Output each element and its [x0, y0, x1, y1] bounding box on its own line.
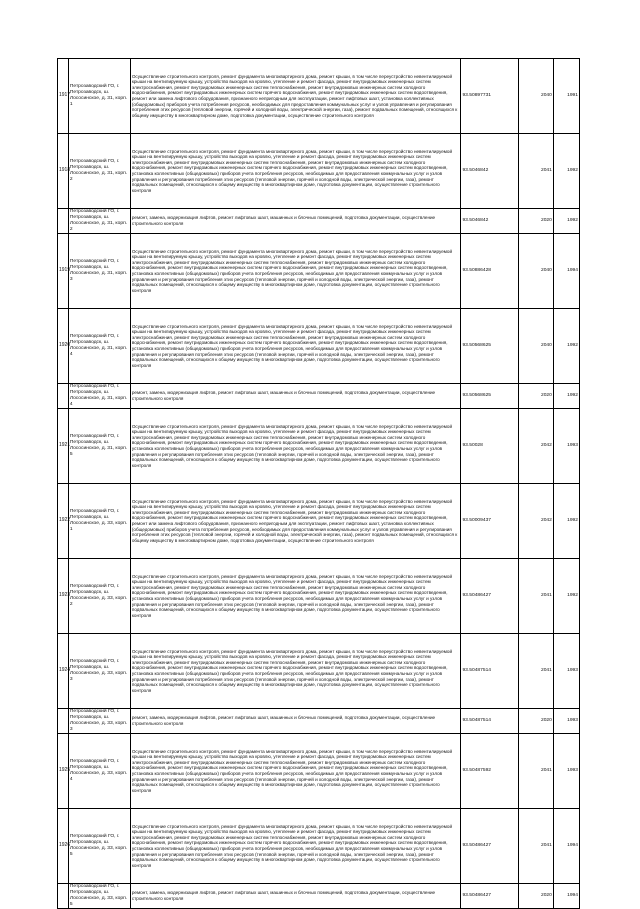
- table-row: [58, 484, 580, 559]
- row-number: 1925: [58, 734, 69, 809]
- built-year-cell: 1993: [553, 709, 579, 734]
- planned-year-cell: 2042: [519, 409, 554, 484]
- table-row: [58, 734, 580, 809]
- planned-year-cell: 2041: [519, 634, 554, 709]
- table-row: [58, 809, 580, 884]
- address-cell: Петрозаводский ГО, г. Петрозаводск, ш. Лососинское, д. 31, корп. 5: [68, 409, 130, 484]
- table-row: [58, 234, 580, 309]
- code-cell: 93.50487592: [461, 734, 519, 809]
- address-cell: Петрозаводский ГО, г. Петрозаводск, ш. Лососинское, д. 33, корп. 5: [68, 884, 130, 909]
- code-cell: 93.50886428: [461, 234, 519, 309]
- row-number: [58, 709, 69, 734]
- planned-year-cell: 2042: [519, 484, 554, 559]
- works-cell: Осуществление строительного контроля, ремонт фундамента многоквартирного дома, ремонт крыши, в том числе переустройство невентилируемой крыши на вентилируемую крышу, устройство выходов на кровлю, утепление и ремонт фасада, ремонт внутридомовых инженерных систем электроснабжения, ремонт внутридомовых инженерных систем теплоснабжения, ремонт внутридомовых инженерных систем холодного водоснабжения, ремонт внутридомовых инженерных систем горячего водоснабжения, ремонт внутридомовых инженерных систем водоотведения, установка коллективных (общедомовых) приборов учета потребления ресурсов, необходимых для предоставления коммунальных услуг и узлов управления и регулирования потребления этих ресурсов (тепловой энергии, горячей и холодной воды, электрической энергии, газа), ремонт подвальных помещений, относящихся к общему имуществу в многоквартирном доме, подготовка документации, осуществление строительного контроля: [130, 634, 461, 709]
- row-number: 1921: [58, 409, 69, 484]
- code-cell: 93.50486427: [461, 809, 519, 884]
- built-year-cell: 1991: [553, 59, 579, 134]
- code-cell: 93.50486427: [461, 884, 519, 909]
- table-row: [58, 309, 580, 384]
- table-row: [58, 709, 580, 734]
- address-cell: Петрозаводский ГО, г. Петрозаводск, ш. Лососинское, д. 33, корп. 5: [68, 809, 130, 884]
- code-cell: 93.50487514: [461, 709, 519, 734]
- built-year-cell: 1994: [553, 884, 579, 909]
- built-year-cell: 1992: [553, 309, 579, 384]
- code-cell: 93.50028: [461, 409, 519, 484]
- works-cell: ремонт, замена, модернизация лифтов, ремонт лифтовых шахт, машинных и блочных помещений, подготовка документации, осуществление строительного контроля: [130, 884, 461, 909]
- built-year-cell: 1993: [553, 734, 579, 809]
- works-cell: Осуществление строительного контроля, ремонт фундамента многоквартирного дома, ремонт крыши, в том числе переустройство невентилируемой крыши на вентилируемую крышу, устройство выходов на кровлю, утепление и ремонт фасада, ремонт внутридомовых инженерных систем электроснабжения, ремонт внутридомовых инженерных систем теплоснабжения, ремонт внутридомовых инженерных систем холодного водоснабжения, ремонт внутридомовых инженерных систем горячего водоснабжения, ремонт внутридомовых инженерных систем водоотведения, установка коллективных (общедомовых) приборов учета потребления ресурсов, необходимых для предоставления коммунальных услуг и узлов управления и регулирования потребления этих ресурсов (тепловой энергии, горячей и холодной воды, электрической энергии, газа), ремонт подвальных помещений, относящихся к общему имуществу в многоквартирном доме, подготовка документации, осуществление строительного контроля: [130, 309, 461, 384]
- code-cell: 93.5046842: [461, 134, 519, 209]
- works-cell: Осуществление строительного контроля, ремонт фундамента многоквартирного дома, ремонт крыши, в том числе переустройство невентилируемой крыши на вентилируемую крышу, устройство выходов на кровлю, утепление и ремонт фасада, ремонт внутридомовых инженерных систем электроснабжения, ремонт внутридомовых инженерных систем теплоснабжения, ремонт внутридомовых инженерных систем холодного водоснабжения, ремонт внутридомовых инженерных систем горячего водоснабжения, ремонт внутридомовых инженерных систем водоотведения, установка коллективных (общедомовых) приборов учета потребления ресурсов, необходимых для предоставления коммунальных услуг и узлов управления и регулирования потребления этих ресурсов (тепловой энергии, горячей и холодной воды, электрической энергии, газа), ремонт подвальных помещений, относящихся к общему имуществу в многоквартирном доме, подготовка документации, осуществление строительного контроля: [130, 734, 461, 809]
- built-year-cell: 1992: [553, 384, 579, 409]
- works-cell: Осуществление строительного контроля, ремонт фундамента многоквартирного дома, ремонт крыши, в том числе переустройство невентилируемой крыши на вентилируемую крышу, устройство выходов на кровлю, утепление и ремонт фасада, ремонт внутридомовых инженерных систем электроснабжения, ремонт внутридомовых инженерных систем теплоснабжения, ремонт внутридомовых инженерных систем холодного водоснабжения, ремонт внутридомовых инженерных систем горячего водоснабжения, ремонт внутридомовых инженерных систем водоотведения, ремонт или замена лифтового оборудования, признанного непригодным для эксплуатации, ремонт лифтовых шахт, установка коллективных (общедомовых) приборов учета потребления ресурсов, необходимых для предоставления коммунальных услуг и узлов управления и регулирования потребления этих ресурсов (тепловой энергии, горячей и холодной воды, электрической энергии, газа), ремонт подвальных помещений, относящихся к общему имуществу в многоквартирном доме, подготовка документации, осуществление строительного контроля: [130, 484, 461, 559]
- code-cell: 93.50568625: [461, 384, 519, 409]
- built-year-cell: 1992: [553, 134, 579, 209]
- capital-repair-table: [57, 58, 580, 909]
- table-row: [58, 134, 580, 209]
- works-cell: Осуществление строительного контроля, ремонт фундамента многоквартирного дома, ремонт крыши, в том числе переустройство невентилируемой крыши на вентилируемую крышу, устройство выходов на кровлю, утепление и ремонт фасада, ремонт внутридомовых инженерных систем электроснабжения, ремонт внутридомовых инженерных систем теплоснабжения, ремонт внутридомовых инженерных систем холодного водоснабжения, ремонт внутридомовых инженерных систем горячего водоснабжения, ремонт внутридомовых инженерных систем водоотведения, установка коллективных (общедомовых) приборов учета потребления ресурсов, необходимых для предоставления коммунальных услуг и узлов управления и регулирования потребления этих ресурсов (тепловой энергии, горячей и холодной воды, электрической энергии, газа), ремонт подвальных помещений, относящихся к общему имуществу в многоквартирном доме, подготовка документации, осуществление строительного контроля: [130, 409, 461, 484]
- planned-year-cell: 2040: [519, 234, 554, 309]
- works-cell: Осуществление строительного контроля, ремонт фундамента многоквартирного дома, ремонт крыши, в том числе переустройство невентилируемой крыши на вентилируемую крышу, устройство выходов на кровлю, утепление и ремонт фасада, ремонт внутридомовых инженерных систем электроснабжения, ремонт внутридомовых инженерных систем теплоснабжения, ремонт внутридомовых инженерных систем холодного водоснабжения, ремонт внутридомовых инженерных систем горячего водоснабжения, ремонт внутридомовых инженерных систем водоотведения, установка коллективных (общедомовых) приборов учета потребления ресурсов, необходимых для предоставления коммунальных услуг и узлов управления и регулирования потребления этих ресурсов (тепловой энергии, горячей и холодной воды, электрической энергии, газа), ремонт подвальных помещений, относящихся к общему имуществу в многоквартирном доме, подготовка документации, осуществление строительного контроля: [130, 809, 461, 884]
- code-cell: 93.5046842: [461, 209, 519, 234]
- row-number: 1917: [58, 59, 69, 134]
- address-cell: Петрозаводский ГО, г. Петрозаводск, ш. Лососинское, д. 31, корп. 2: [68, 209, 130, 234]
- code-cell: 93.50009437: [461, 484, 519, 559]
- planned-year-cell: 2040: [519, 309, 554, 384]
- row-number: 1919: [58, 234, 69, 309]
- row-number: [58, 209, 69, 234]
- planned-year-cell: 2020: [519, 209, 554, 234]
- table-row: [58, 559, 580, 634]
- planned-year-cell: 2040: [519, 59, 554, 134]
- works-cell: Осуществление строительного контроля, ремонт фундамента многоквартирного дома, ремонт крыши, в том числе переустройство невентилируемой крыши на вентилируемую крышу, устройство выходов на кровлю, утепление и ремонт фасада, ремонт внутридомовых инженерных систем электроснабжения, ремонт внутридомовых инженерных систем теплоснабжения, ремонт внутридомовых инженерных систем холодного водоснабжения, ремонт внутридомовых инженерных систем горячего водоснабжения, ремонт внутридомовых инженерных систем водоотведения, установка коллективных (общедомовых) приборов учета потребления ресурсов, необходимых для предоставления коммунальных услуг и узлов управления и регулирования потребления этих ресурсов (тепловой энергии, горячей и холодной воды, электрической энергии, газа), ремонт подвальных помещений, относящихся к общему имуществу в многоквартирном доме, подготовка документации, осуществление строительного контроля: [130, 234, 461, 309]
- row-number: 1923: [58, 559, 69, 634]
- built-year-cell: 1992: [553, 484, 579, 559]
- planned-year-cell: 2020: [519, 384, 554, 409]
- address-cell: Петрозаводский ГО, г. Петрозаводск, ш. Лососинское, д. 33, корп. 1: [68, 484, 130, 559]
- row-number: 1922: [58, 484, 69, 559]
- table-row: [58, 209, 580, 234]
- address-cell: Петрозаводский ГО, г. Петрозаводск, ш. Лососинское, д. 33, корп. 4: [68, 734, 130, 809]
- built-year-cell: 1994: [553, 809, 579, 884]
- row-number: 1918: [58, 134, 69, 209]
- address-cell: Петрозаводский ГО, г. Петрозаводск, ш. Лососинское, д. 31, корп. 3: [68, 234, 130, 309]
- planned-year-cell: 2041: [519, 809, 554, 884]
- row-number: [58, 384, 69, 409]
- works-cell: ремонт, замена, модернизация лифтов, ремонт лифтовых шахт, машинных и блочных помещений, подготовка документации, осуществление строительного контроля: [130, 709, 461, 734]
- table-body: [58, 59, 580, 909]
- built-year-cell: 1992: [553, 209, 579, 234]
- code-cell: 93.50487514: [461, 634, 519, 709]
- address-cell: Петрозаводский ГО, г. Петрозаводск, ш. Лососинское, д. 33, корп. 3: [68, 709, 130, 734]
- table-row: [58, 884, 580, 909]
- row-number: 1924: [58, 634, 69, 709]
- row-number: [58, 884, 69, 909]
- works-cell: ремонт, замена, модернизация лифтов, ремонт лифтовых шахт, машинных и блочных помещений, подготовка документации, осуществление строительного контроля: [130, 209, 461, 234]
- built-year-cell: 1994: [553, 234, 579, 309]
- address-cell: Петрозаводский ГО, г. Петрозаводск, ш. Лососинское, д. 31, корп. 4: [68, 309, 130, 384]
- planned-year-cell: 2041: [519, 134, 554, 209]
- table-row: [58, 634, 580, 709]
- planned-year-cell: 2020: [519, 709, 554, 734]
- works-cell: Осуществление строительного контроля, ремонт фундамента многоквартирного дома, ремонт крыши, в том числе переустройство невентилируемой крыши на вентилируемую крышу, устройство выходов на кровлю, утепление и ремонт фасада, ремонт внутридомовых инженерных систем электроснабжения, ремонт внутридомовых инженерных систем теплоснабжения, ремонт внутридомовых инженерных систем холодного водоснабжения, ремонт внутридомовых инженерных систем горячего водоснабжения, ремонт внутридомовых инженерных систем водоотведения, установка коллективных (общедомовых) приборов учета потребления ресурсов, необходимых для предоставления коммунальных услуг и узлов управления и регулирования потребления этих ресурсов (тепловой энергии, горячей и холодной воды, электрической энергии, газа), ремонт подвальных помещений, относящихся к общему имуществу в многоквартирном доме, подготовка документации, осуществление строительного контроля: [130, 134, 461, 209]
- code-cell: 93.50486427: [461, 559, 519, 634]
- planned-year-cell: 2041: [519, 734, 554, 809]
- built-year-cell: 1992: [553, 559, 579, 634]
- table-row: [58, 59, 580, 134]
- built-year-cell: 1993: [553, 634, 579, 709]
- code-cell: 93.50568625: [461, 309, 519, 384]
- planned-year-cell: 2041: [519, 559, 554, 634]
- address-cell: Петрозаводский ГО, г. Петрозаводск, ш. Лососинское, д. 33, корп. 3: [68, 634, 130, 709]
- row-number: 1920: [58, 309, 69, 384]
- address-cell: Петрозаводский ГО, г. Петрозаводск, ш. Лососинское, д. 31, корп. 4: [68, 384, 130, 409]
- row-number: 1926: [58, 809, 69, 884]
- built-year-cell: 1993: [553, 409, 579, 484]
- works-cell: Осуществление строительного контроля, ремонт фундамента многоквартирного дома, ремонт крыши, в том числе переустройство невентилируемой крыши на вентилируемую крышу, устройство выходов на кровлю, утепление и ремонт фасада, ремонт внутридомовых инженерных систем электроснабжения, ремонт внутридомовых инженерных систем теплоснабжения, ремонт внутридомовых инженерных систем холодного водоснабжения, ремонт внутридомовых инженерных систем горячего водоснабжения, ремонт внутридомовых инженерных систем водоотведения, ремонт или замена лифтового оборудования, признанного непригодным для эксплуатации, ремонт лифтовых шахт, установка коллективных (общедомовых) приборов учета потребления ресурсов, необходимых для предоставления коммунальных услуг и узлов управления и регулирования потребления этих ресурсов (тепловой энергии, горячей и холодной воды, электрической энергии, газа), ремонт подвальных помещений, относящихся к общему имуществу в многоквартирном доме, подготовка документации, осуществление строительного контроля: [130, 59, 461, 134]
- works-cell: Осуществление строительного контроля, ремонт фундамента многоквартирного дома, ремонт крыши, в том числе переустройство невентилируемой крыши на вентилируемую крышу, устройство выходов на кровлю, утепление и ремонт фасада, ремонт внутридомовых инженерных систем электроснабжения, ремонт внутридомовых инженерных систем теплоснабжения, ремонт внутридомовых инженерных систем холодного водоснабжения, ремонт внутридомовых инженерных систем горячего водоснабжения, ремонт внутридомовых инженерных систем водоотведения, установка коллективных (общедомовых) приборов учета потребления ресурсов, необходимых для предоставления коммунальных услуг и узлов управления и регулирования потребления этих ресурсов (тепловой энергии, горячей и холодной воды, электрической энергии, газа), ремонт подвальных помещений, относящихся к общему имуществу в многоквартирном доме, подготовка документации, осуществление строительного контроля: [130, 559, 461, 634]
- address-cell: Петрозаводский ГО, г. Петрозаводск, ш. Лососинское, д. 31, корп. 1: [68, 59, 130, 134]
- table-row: [58, 384, 580, 409]
- works-cell: ремонт, замена, модернизация лифтов, ремонт лифтовых шахт, машинных и блочных помещений, подготовка документации, осуществление строительного контроля: [130, 384, 461, 409]
- address-cell: Петрозаводский ГО, г. Петрозаводск, ш. Лососинское, д. 31, корп. 2: [68, 134, 130, 209]
- code-cell: 93.50897731: [461, 59, 519, 134]
- planned-year-cell: 2020: [519, 884, 554, 909]
- table-row: [58, 409, 580, 484]
- address-cell: Петрозаводский ГО, г. Петрозаводск, ш. Лососинское, д. 33, корп. 2: [68, 559, 130, 634]
